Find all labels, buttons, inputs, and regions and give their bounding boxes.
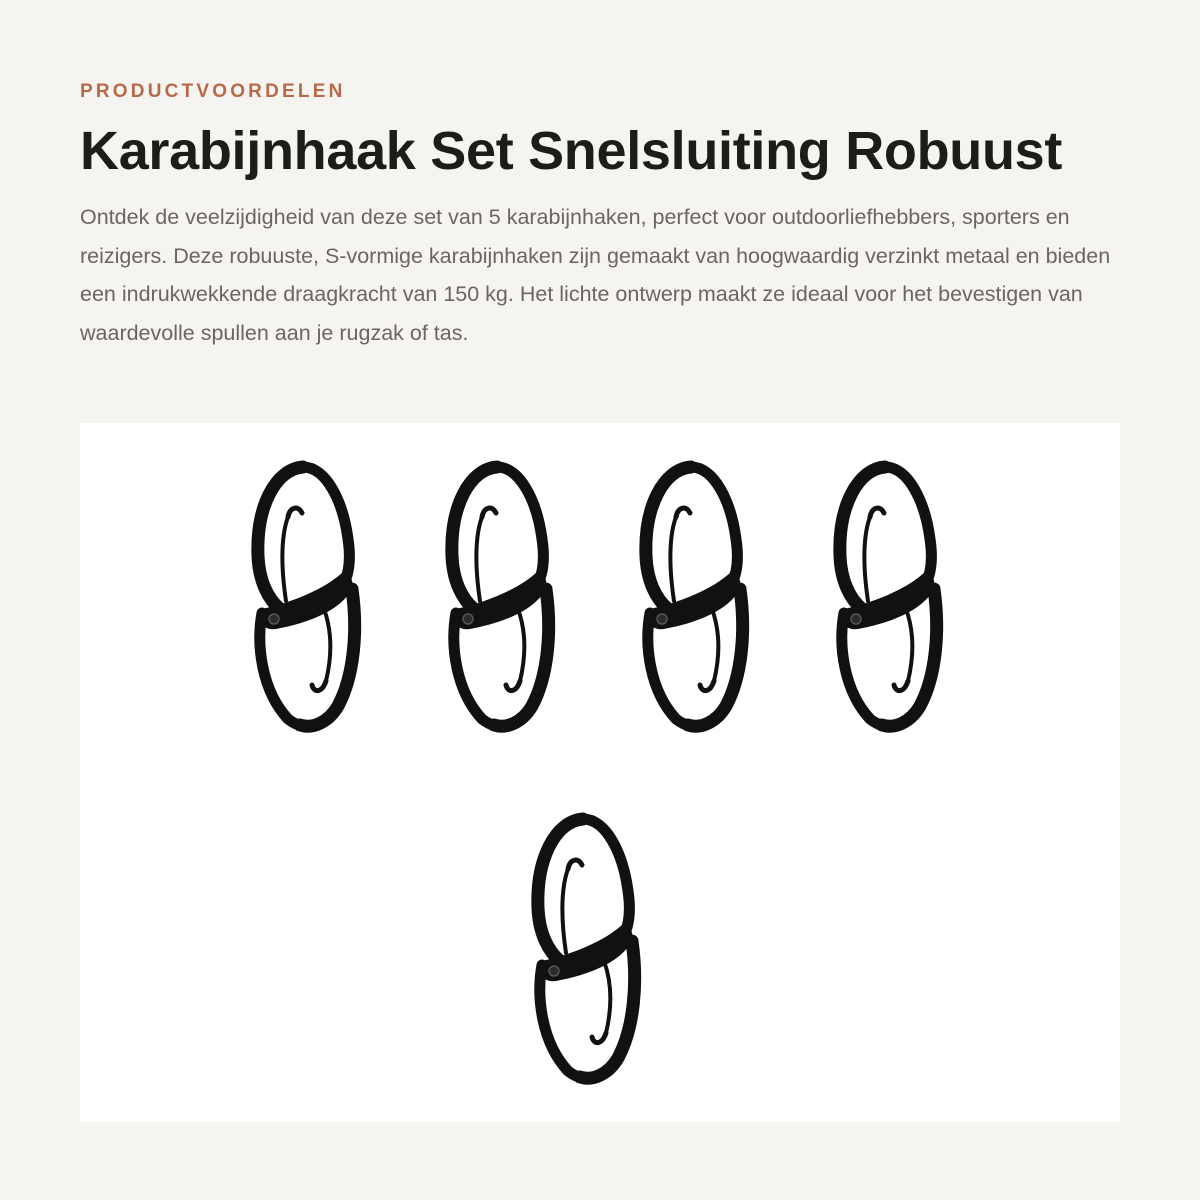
carabiner-icon [258, 467, 355, 726]
carabiner-icon [646, 467, 743, 726]
product-description: Ontdek de veelzijdigheid van deze set van 5 karabijnhaken, perfect voor outdoorliefhebbers, sporters en reizigers. Deze robuuste, S-vormige karabijnhaken zijn gemaakt van hoogwaardig verzinkt metaal en bieden een indrukwekkende draagkracht van 150 kg. Het lichte ontwerp maakt ze ideaal voor het bevestigen van waardevolle spullen aan je rugzak of tas. [80, 205, 1111, 345]
product-image [80, 423, 1120, 1122]
carabiner-icon [840, 467, 937, 726]
product-title: Karabijnhaak Set Snelsluiting Robuust [80, 121, 1063, 181]
carabiner-icon [452, 467, 549, 726]
section-eyebrow: PRODUCTVOORDELEN [80, 81, 346, 102]
carabiner-set-illustration [80, 423, 1120, 1122]
carabiner-icon [538, 819, 635, 1078]
